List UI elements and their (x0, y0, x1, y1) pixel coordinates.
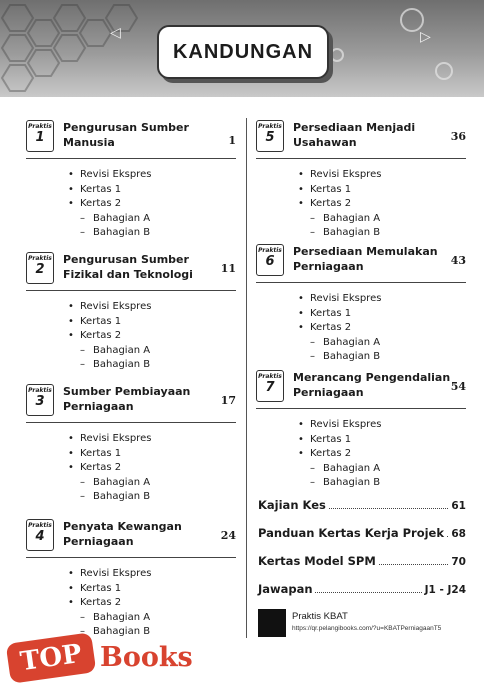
chapter-item: • Kertas 1 (80, 447, 236, 462)
chapter-number: 6 (265, 254, 275, 269)
header-banner (0, 0, 484, 97)
badge-label: Praktis (258, 123, 282, 130)
chapter-badge (26, 252, 54, 284)
chapter-title[interactable]: Merancang Pengendalian Perniagaan (293, 371, 451, 399)
chapter-item: – Bahagian A (310, 462, 466, 477)
chapter-entry (256, 244, 466, 365)
chapter-item: • Revisi Ekspres (310, 168, 466, 183)
chapter-item: – Bahagian A (310, 212, 466, 227)
title-underline (26, 557, 236, 558)
chapter-item: • Kertas 1 (80, 315, 236, 330)
chapter-item-list (80, 432, 236, 505)
chapter-item: • Revisi Ekspres (80, 432, 236, 447)
chapter-entry (26, 384, 236, 505)
column-divider (246, 118, 247, 638)
chapter-item: • Revisi Ekspres (80, 300, 236, 315)
chapter-item: • Kertas 1 (310, 433, 466, 448)
title-underline (256, 158, 466, 159)
triangle-right-icon: ▷ (420, 29, 431, 45)
chapter-item: – Bahagian A (80, 611, 236, 626)
title-underline (256, 282, 466, 283)
qr-code-icon[interactable] (258, 609, 286, 637)
extra-label: Jawapan (258, 582, 313, 596)
chapter-item: • Kertas 1 (310, 183, 466, 198)
chapter-number: 4 (35, 529, 45, 544)
chapter-item: • Revisi Ekspres (310, 418, 466, 433)
badge-label: Praktis (258, 373, 282, 380)
title-underline (26, 158, 236, 159)
chapter-item: – Bahagian A (80, 344, 236, 359)
extra-entry (258, 580, 466, 596)
logo-books: Books (100, 642, 193, 673)
extra-entry (258, 524, 466, 540)
extra-label: Kertas Model SPM (258, 554, 376, 568)
chapter-item: – Bahagian A (80, 476, 236, 491)
chapter-item: • Kertas 2 (310, 197, 466, 212)
chapter-number: 3 (35, 394, 45, 409)
chapter-page: 1 (228, 134, 236, 147)
chapter-title[interactable]: Pengurusan Sumber Manusia (63, 121, 189, 149)
chapter-item: • Revisi Ekspres (310, 292, 466, 307)
badge-label: Praktis (28, 255, 52, 262)
chapter-page: 11 (220, 262, 236, 275)
chapter-entry (256, 370, 466, 491)
chapter-item: • Kertas 2 (80, 596, 236, 611)
chapter-number: 5 (265, 130, 275, 145)
chapter-item: • Revisi Ekspres (80, 567, 236, 582)
page-title: KANDUNGAN (172, 40, 314, 63)
extra-page: 70 (451, 556, 466, 568)
chapter-item: – Bahagian A (310, 336, 466, 351)
logo-top: TOP (6, 632, 97, 684)
title-box (157, 25, 329, 79)
chapter-item: – Bahagian B (80, 226, 236, 241)
chapter-item: – Bahagian B (310, 476, 466, 491)
chapter-item-list (80, 168, 236, 241)
chapter-entry (256, 120, 466, 241)
chapter-title[interactable]: Penyata Kewangan Perniagaan (63, 520, 182, 548)
chapter-item: – Bahagian B (80, 625, 236, 640)
chapter-item: – Bahagian B (310, 226, 466, 241)
chapter-badge (256, 120, 284, 152)
chapter-title[interactable]: Persediaan Menjadi Usahawan (293, 121, 416, 149)
chapter-item-list (310, 418, 466, 491)
chapter-badge (256, 244, 284, 276)
chapter-page: 43 (450, 254, 466, 267)
chapter-item: – Bahagian B (310, 350, 466, 365)
chapter-item: – Bahagian B (80, 490, 236, 505)
chapter-badge (26, 384, 54, 416)
extra-page: 68 (451, 528, 466, 540)
badge-label: Praktis (28, 387, 52, 394)
chapter-item: • Revisi Ekspres (80, 168, 236, 183)
chapter-entry (26, 252, 236, 373)
title-underline (256, 408, 466, 409)
decor-circle (330, 48, 344, 62)
chapter-page: 17 (220, 394, 236, 407)
chapter-page: 54 (450, 380, 466, 393)
badge-label: Praktis (28, 522, 52, 529)
chapter-item-list (310, 292, 466, 365)
chapter-item: • Kertas 1 (310, 307, 466, 322)
chapter-item: • Kertas 2 (80, 461, 236, 476)
kbat-url[interactable]: https://qr.pelangibooks.com/?u=KBATPerniagaanT5 (292, 625, 442, 632)
kbat-section (258, 609, 468, 639)
topbooks-logo (8, 634, 198, 682)
chapter-item: – Bahagian B (80, 358, 236, 373)
chapter-title[interactable]: Pengurusan Sumber Fizikal dan Teknologi (63, 253, 193, 281)
chapter-page: 24 (220, 529, 236, 542)
chapter-number: 2 (35, 262, 45, 277)
extra-label: Kajian Kes (258, 498, 326, 512)
chapter-item: • Kertas 1 (80, 183, 236, 198)
chapter-badge (26, 519, 54, 551)
chapter-title[interactable]: Sumber Pembiayaan Perniagaan (63, 385, 191, 413)
badge-label: Praktis (28, 123, 52, 130)
extra-label: Panduan Kertas Kerja Projek (258, 526, 444, 540)
extra-entry (258, 496, 466, 512)
triangle-left-icon: ◁ (110, 25, 121, 41)
chapter-item-list (310, 168, 466, 241)
chapter-number: 1 (35, 130, 45, 145)
extra-entry (258, 552, 466, 568)
decor-circle (435, 62, 453, 80)
chapter-entry (26, 120, 236, 241)
chapter-item: • Kertas 2 (80, 197, 236, 212)
chapter-page: 36 (450, 130, 466, 143)
chapter-item-list (80, 300, 236, 373)
extra-page: 61 (451, 500, 466, 512)
chapter-badge (256, 370, 284, 402)
chapter-badge (26, 120, 54, 152)
title-underline (26, 422, 236, 423)
extra-page: J1 - J24 (424, 584, 466, 596)
kbat-title: Praktis KBAT (292, 611, 348, 622)
badge-label: Praktis (258, 247, 282, 254)
title-underline (26, 290, 236, 291)
chapter-item: • Kertas 2 (310, 447, 466, 462)
chapter-item: • Kertas 1 (80, 582, 236, 597)
chapter-title[interactable]: Persediaan Memulakan Perniagaan (293, 245, 438, 273)
chapter-item: – Bahagian A (80, 212, 236, 227)
chapter-item-list (80, 567, 236, 640)
chapter-item: • Kertas 2 (80, 329, 236, 344)
chapter-entry (26, 519, 236, 640)
chapter-number: 7 (265, 380, 275, 395)
chapter-item: • Kertas 2 (310, 321, 466, 336)
